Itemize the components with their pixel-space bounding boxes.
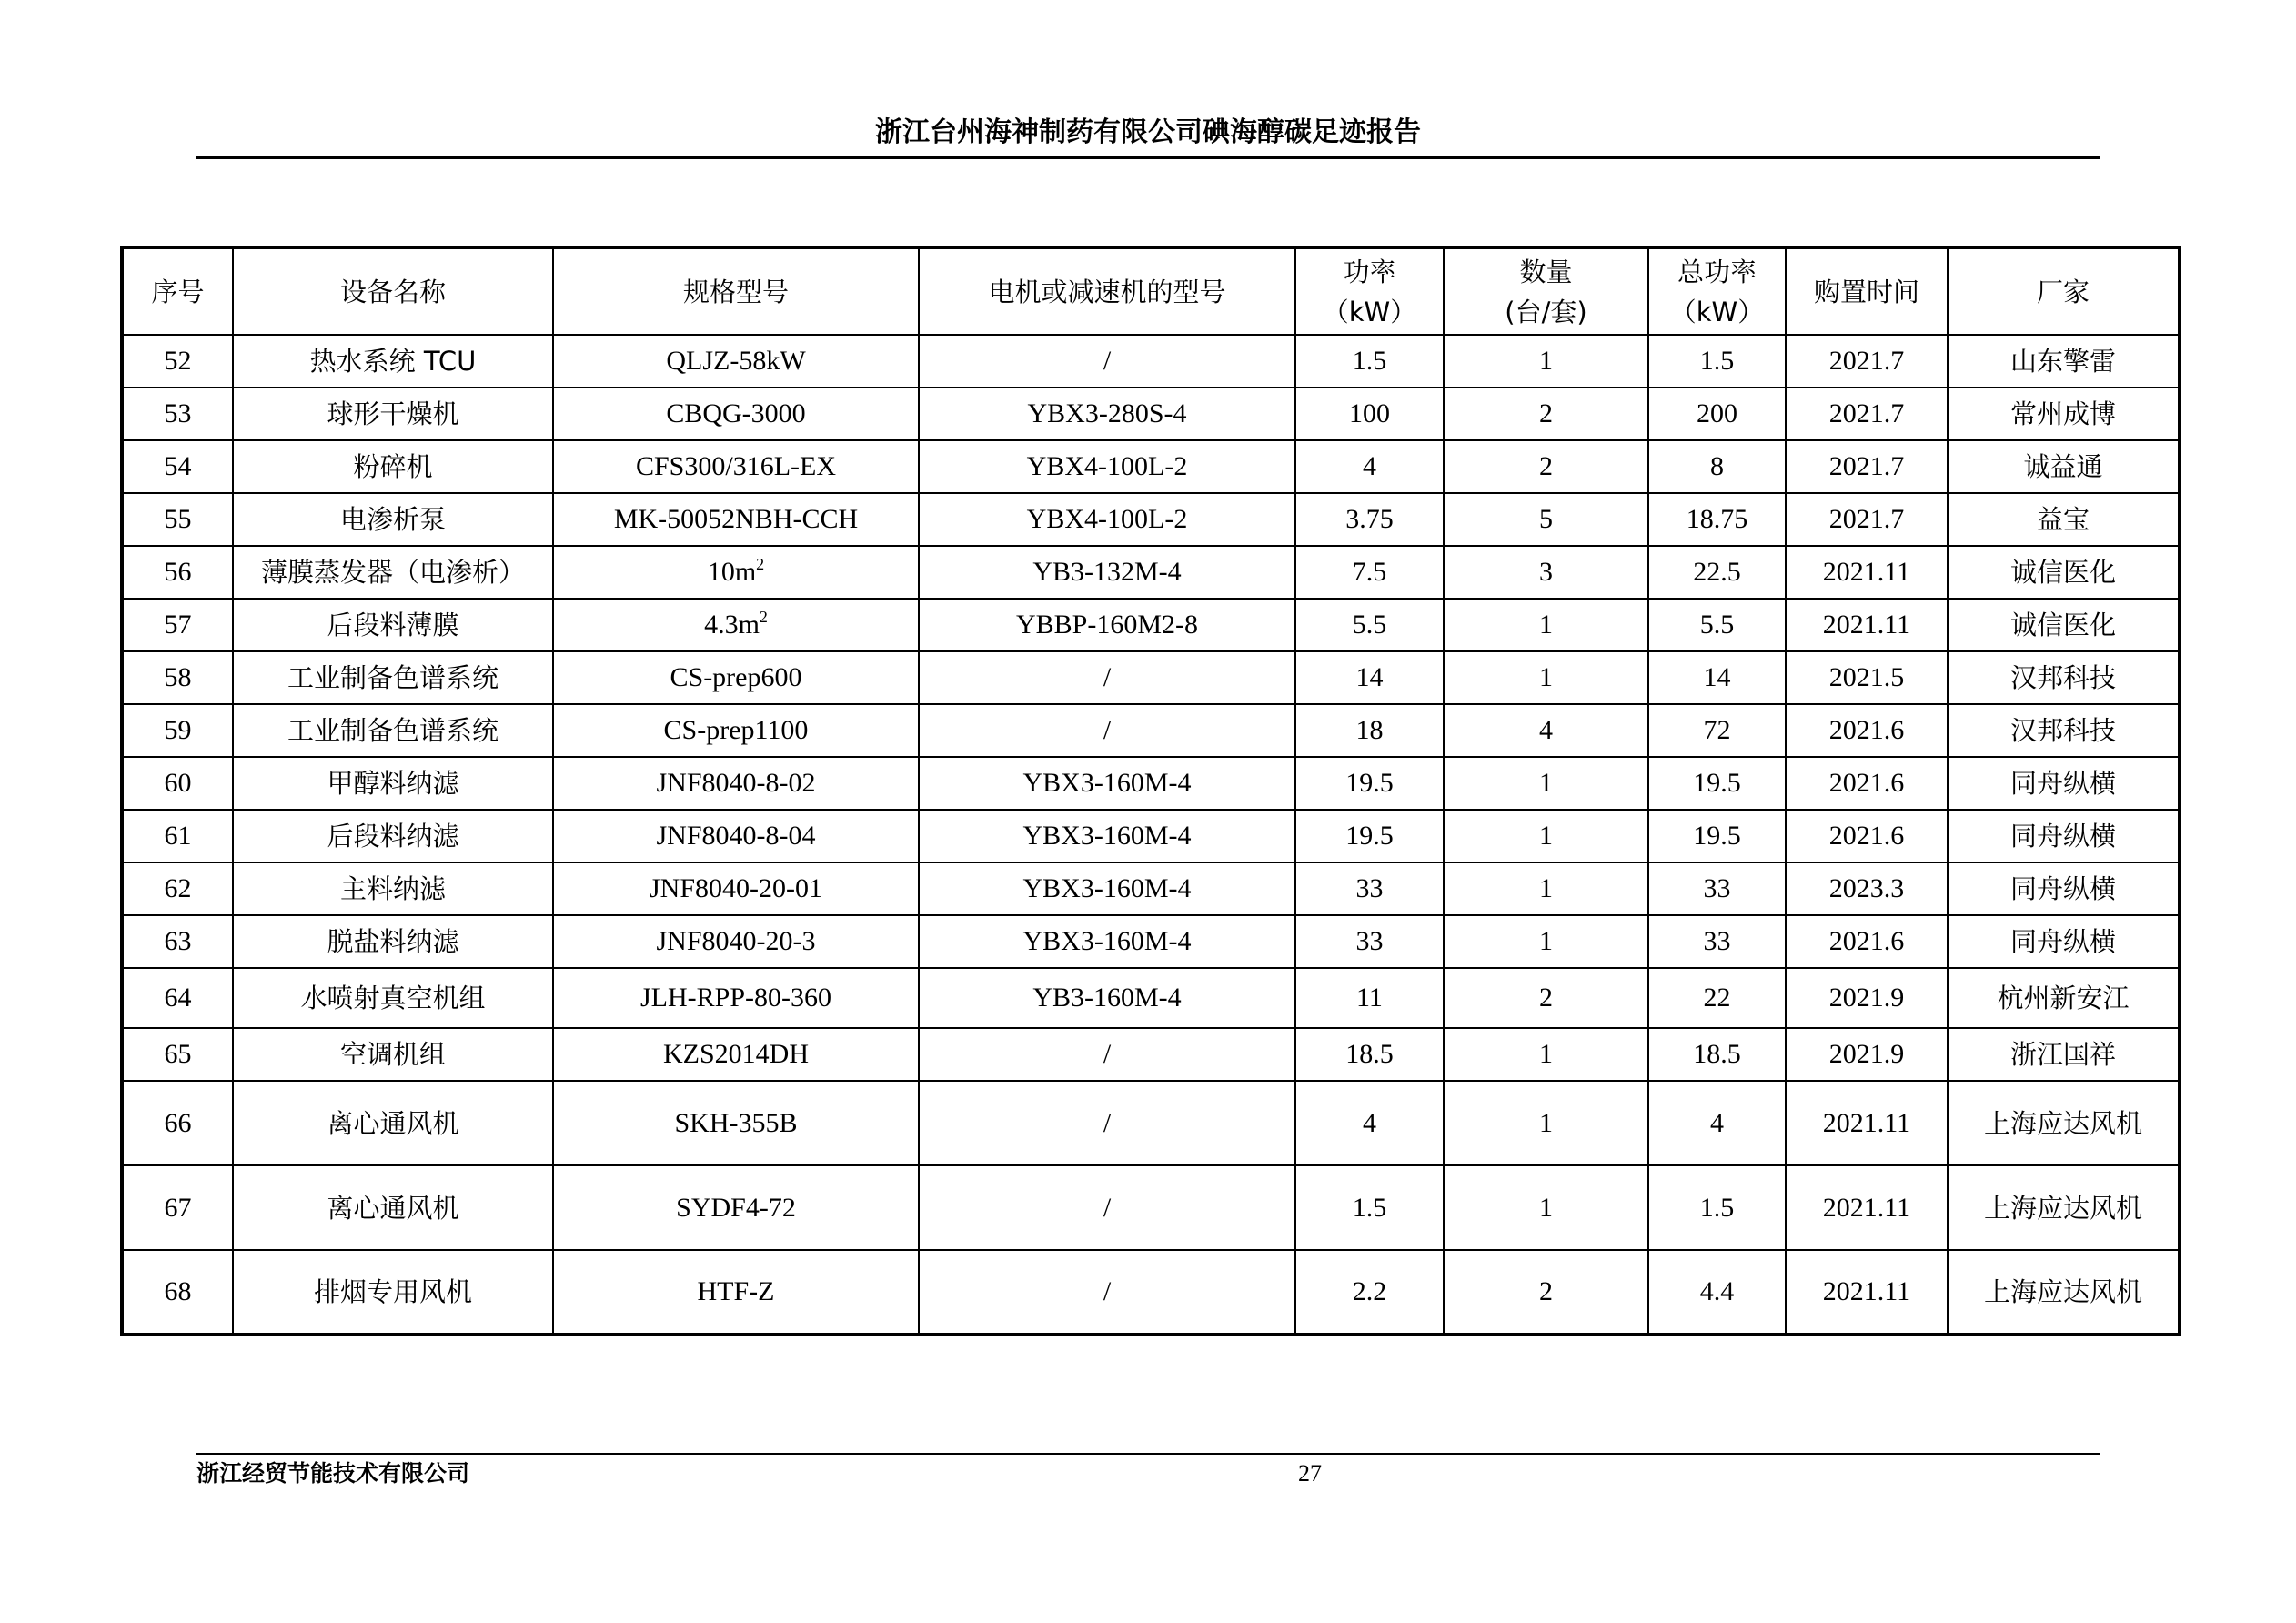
cell-name: 工业制备色谱系统 xyxy=(233,704,553,757)
cell-qty: 1 xyxy=(1444,757,1648,810)
cell-purchase-date: 2021.11 xyxy=(1786,599,1948,651)
spec-superscript: 2 xyxy=(759,608,768,626)
cell-name: 脱盐料纳滤 xyxy=(233,915,553,968)
cell-spec: QLJZ-58kW xyxy=(553,335,919,388)
cell-power: 4 xyxy=(1295,440,1444,493)
cell-maker: 诚信医化 xyxy=(1948,599,2180,651)
cell-maker: 浙江国祥 xyxy=(1948,1028,2180,1081)
table-row xyxy=(122,599,2180,651)
cell-qty: 2 xyxy=(1444,388,1648,440)
cell-motor: / xyxy=(919,651,1295,704)
cell-no: 55 xyxy=(122,493,233,546)
cell-no: 65 xyxy=(122,1028,233,1081)
cell-spec: JLH-RPP-80-360 xyxy=(553,968,919,1028)
table-row xyxy=(122,810,2180,862)
table-row xyxy=(122,862,2180,915)
table-row xyxy=(122,1081,2180,1165)
cell-name: 主料纳滤 xyxy=(233,862,553,915)
cell-no: 62 xyxy=(122,862,233,915)
cell-qty: 5 xyxy=(1444,493,1648,546)
cell-power: 19.5 xyxy=(1295,757,1444,810)
cell-no: 59 xyxy=(122,704,233,757)
cell-power: 19.5 xyxy=(1295,810,1444,862)
cell-motor: YBX4-100L-2 xyxy=(919,440,1295,493)
cell-qty: 2 xyxy=(1444,968,1648,1028)
cell-name: 甲醇料纳滤 xyxy=(233,757,553,810)
table-row xyxy=(122,757,2180,810)
cell-total-power: 33 xyxy=(1648,862,1786,915)
cell-motor: / xyxy=(919,1250,1295,1335)
cell-name: 球形干燥机 xyxy=(233,388,553,440)
cell-spec: JNF8040-8-02 xyxy=(553,757,919,810)
cell-no: 60 xyxy=(122,757,233,810)
cell-purchase-date: 2021.11 xyxy=(1786,1165,1948,1250)
cell-name: 工业制备色谱系统 xyxy=(233,651,553,704)
table-row xyxy=(122,1028,2180,1081)
cell-no: 67 xyxy=(122,1165,233,1250)
cell-motor: YBX3-160M-4 xyxy=(919,757,1295,810)
cell-maker: 同舟纵横 xyxy=(1948,862,2180,915)
table-body xyxy=(122,335,2180,1335)
cell-total-power: 33 xyxy=(1648,915,1786,968)
cell-motor: / xyxy=(919,1081,1295,1165)
cell-power: 1.5 xyxy=(1295,1165,1444,1250)
cell-maker: 同舟纵横 xyxy=(1948,915,2180,968)
cell-spec: CFS300/316L-EX xyxy=(553,440,919,493)
cell-name: 热水系统 TCU xyxy=(233,335,553,388)
cell-maker: 汉邦科技 xyxy=(1948,651,2180,704)
col-header-qty: 数量 (台/套) xyxy=(1444,247,1648,335)
col-header-power: 功率 （kW） xyxy=(1295,247,1444,335)
cell-qty: 1 xyxy=(1444,1028,1648,1081)
table-row xyxy=(122,388,2180,440)
cell-name: 薄膜蒸发器（电渗析） xyxy=(233,546,553,599)
cell-motor: YBX3-280S-4 xyxy=(919,388,1295,440)
cell-maker: 上海应达风机 xyxy=(1948,1250,2180,1335)
equipment-table xyxy=(120,246,2181,1336)
cell-maker: 上海应达风机 xyxy=(1948,1165,2180,1250)
cell-purchase-date: 2021.7 xyxy=(1786,440,1948,493)
cell-name: 水喷射真空机组 xyxy=(233,968,553,1028)
table-row xyxy=(122,1165,2180,1250)
cell-qty: 3 xyxy=(1444,546,1648,599)
cell-no: 52 xyxy=(122,335,233,388)
col-header-maker: 厂家 xyxy=(1948,247,2180,335)
cell-power: 11 xyxy=(1295,968,1444,1028)
cell-maker: 同舟纵横 xyxy=(1948,757,2180,810)
cell-name: 后段料纳滤 xyxy=(233,810,553,862)
cell-power: 33 xyxy=(1295,862,1444,915)
cell-no: 56 xyxy=(122,546,233,599)
cell-qty: 1 xyxy=(1444,1165,1648,1250)
cell-maker: 杭州新安江 xyxy=(1948,968,2180,1028)
cell-spec xyxy=(553,546,919,599)
col-header-purchase-date: 购置时间 xyxy=(1786,247,1948,335)
cell-qty: 2 xyxy=(1444,1250,1648,1335)
cell-qty: 1 xyxy=(1444,810,1648,862)
cell-qty: 1 xyxy=(1444,862,1648,915)
table-row xyxy=(122,440,2180,493)
cell-motor: / xyxy=(919,335,1295,388)
cell-no: 61 xyxy=(122,810,233,862)
cell-motor: YBX3-160M-4 xyxy=(919,915,1295,968)
cell-purchase-date: 2021.7 xyxy=(1786,335,1948,388)
cell-total-power: 19.5 xyxy=(1648,757,1786,810)
header-rule xyxy=(196,156,2100,159)
spec-text: 4.3m xyxy=(704,610,760,640)
cell-spec: HTF-Z xyxy=(553,1250,919,1335)
cell-motor: YBBP-160M2-8 xyxy=(919,599,1295,651)
cell-purchase-date: 2021.7 xyxy=(1786,388,1948,440)
spec-text: 10m xyxy=(707,557,757,587)
document-header-title: 浙江台州海神制药有限公司碘海醇碳足迹报告 xyxy=(875,116,1421,148)
cell-total-power: 4.4 xyxy=(1648,1250,1786,1335)
cell-power: 18.5 xyxy=(1295,1028,1444,1081)
cell-purchase-date: 2021.11 xyxy=(1786,546,1948,599)
cell-maker: 汉邦科技 xyxy=(1948,704,2180,757)
cell-total-power: 1.5 xyxy=(1648,335,1786,388)
cell-motor: YBX3-160M-4 xyxy=(919,862,1295,915)
cell-maker: 常州成博 xyxy=(1948,388,2180,440)
cell-purchase-date: 2021.6 xyxy=(1786,915,1948,968)
table-header-row xyxy=(122,247,2180,335)
cell-total-power: 18.5 xyxy=(1648,1028,1786,1081)
cell-motor: YB3-132M-4 xyxy=(919,546,1295,599)
table-row xyxy=(122,651,2180,704)
cell-power: 5.5 xyxy=(1295,599,1444,651)
cell-purchase-date: 2021.9 xyxy=(1786,968,1948,1028)
cell-purchase-date: 2023.3 xyxy=(1786,862,1948,915)
col-header-no: 序号 xyxy=(122,247,233,335)
cell-qty: 1 xyxy=(1444,599,1648,651)
cell-maker: 上海应达风机 xyxy=(1948,1081,2180,1165)
cell-motor: / xyxy=(919,704,1295,757)
cell-spec: SYDF4-72 xyxy=(553,1165,919,1250)
col-header-name: 设备名称 xyxy=(233,247,553,335)
cell-maker: 山东擎雷 xyxy=(1948,335,2180,388)
cell-total-power: 5.5 xyxy=(1648,599,1786,651)
cell-purchase-date: 2021.9 xyxy=(1786,1028,1948,1081)
cell-maker: 益宝 xyxy=(1948,493,2180,546)
cell-purchase-date: 2021.7 xyxy=(1786,493,1948,546)
table-row xyxy=(122,968,2180,1028)
table-row xyxy=(122,493,2180,546)
cell-power: 100 xyxy=(1295,388,1444,440)
cell-purchase-date: 2021.11 xyxy=(1786,1081,1948,1165)
cell-name: 电渗析泵 xyxy=(233,493,553,546)
spec-superscript: 2 xyxy=(756,555,765,573)
cell-maker: 诚益通 xyxy=(1948,440,2180,493)
cell-no: 64 xyxy=(122,968,233,1028)
cell-power: 1.5 xyxy=(1295,335,1444,388)
cell-maker: 诚信医化 xyxy=(1948,546,2180,599)
col-header-spec: 规格型号 xyxy=(553,247,919,335)
page-number: 27 xyxy=(1298,1460,1322,1487)
cell-qty: 1 xyxy=(1444,651,1648,704)
cell-power: 14 xyxy=(1295,651,1444,704)
cell-spec: KZS2014DH xyxy=(553,1028,919,1081)
cell-spec: JNF8040-20-01 xyxy=(553,862,919,915)
cell-qty: 1 xyxy=(1444,335,1648,388)
cell-total-power: 72 xyxy=(1648,704,1786,757)
cell-purchase-date: 2021.11 xyxy=(1786,1250,1948,1335)
cell-spec: CS-prep1100 xyxy=(553,704,919,757)
cell-no: 66 xyxy=(122,1081,233,1165)
cell-name: 后段料薄膜 xyxy=(233,599,553,651)
footer-rule xyxy=(196,1453,2100,1455)
cell-name: 离心通风机 xyxy=(233,1081,553,1165)
cell-maker: 同舟纵横 xyxy=(1948,810,2180,862)
cell-spec: MK-50052NBH-CCH xyxy=(553,493,919,546)
cell-motor: YBX3-160M-4 xyxy=(919,810,1295,862)
cell-purchase-date: 2021.6 xyxy=(1786,757,1948,810)
table-row xyxy=(122,1250,2180,1335)
cell-power: 4 xyxy=(1295,1081,1444,1165)
cell-no: 53 xyxy=(122,388,233,440)
cell-spec: JNF8040-20-3 xyxy=(553,915,919,968)
cell-power: 18 xyxy=(1295,704,1444,757)
cell-qty: 2 xyxy=(1444,440,1648,493)
cell-purchase-date: 2021.5 xyxy=(1786,651,1948,704)
cell-qty: 4 xyxy=(1444,704,1648,757)
cell-name: 粉碎机 xyxy=(233,440,553,493)
cell-total-power: 4 xyxy=(1648,1081,1786,1165)
cell-purchase-date: 2021.6 xyxy=(1786,810,1948,862)
cell-no: 58 xyxy=(122,651,233,704)
cell-purchase-date: 2021.6 xyxy=(1786,704,1948,757)
cell-total-power: 22.5 xyxy=(1648,546,1786,599)
cell-no: 57 xyxy=(122,599,233,651)
table-row xyxy=(122,546,2180,599)
cell-motor: / xyxy=(919,1028,1295,1081)
cell-motor: YB3-160M-4 xyxy=(919,968,1295,1028)
cell-total-power: 1.5 xyxy=(1648,1165,1786,1250)
cell-name: 排烟专用风机 xyxy=(233,1250,553,1335)
cell-no: 54 xyxy=(122,440,233,493)
cell-spec xyxy=(553,599,919,651)
cell-total-power: 200 xyxy=(1648,388,1786,440)
cell-spec: SKH-355B xyxy=(553,1081,919,1165)
cell-name: 空调机组 xyxy=(233,1028,553,1081)
cell-spec: CS-prep600 xyxy=(553,651,919,704)
cell-qty: 1 xyxy=(1444,915,1648,968)
cell-motor: YBX4-100L-2 xyxy=(919,493,1295,546)
cell-total-power: 14 xyxy=(1648,651,1786,704)
table-row xyxy=(122,704,2180,757)
cell-spec: CBQG-3000 xyxy=(553,388,919,440)
cell-total-power: 19.5 xyxy=(1648,810,1786,862)
cell-qty: 1 xyxy=(1444,1081,1648,1165)
table-row xyxy=(122,915,2180,968)
cell-total-power: 22 xyxy=(1648,968,1786,1028)
cell-total-power: 8 xyxy=(1648,440,1786,493)
footer-company-name: 浙江经贸节能技术有限公司 xyxy=(196,1460,470,1487)
cell-no: 68 xyxy=(122,1250,233,1335)
col-header-motor: 电机或减速机的型号 xyxy=(919,247,1295,335)
cell-no: 63 xyxy=(122,915,233,968)
cell-name: 离心通风机 xyxy=(233,1165,553,1250)
col-header-total-power: 总功率 （kW） xyxy=(1648,247,1786,335)
cell-power: 7.5 xyxy=(1295,546,1444,599)
cell-power: 2.2 xyxy=(1295,1250,1444,1335)
cell-motor: / xyxy=(919,1165,1295,1250)
cell-power: 33 xyxy=(1295,915,1444,968)
cell-power: 3.75 xyxy=(1295,493,1444,546)
cell-spec: JNF8040-8-04 xyxy=(553,810,919,862)
cell-total-power: 18.75 xyxy=(1648,493,1786,546)
table-row xyxy=(122,335,2180,388)
